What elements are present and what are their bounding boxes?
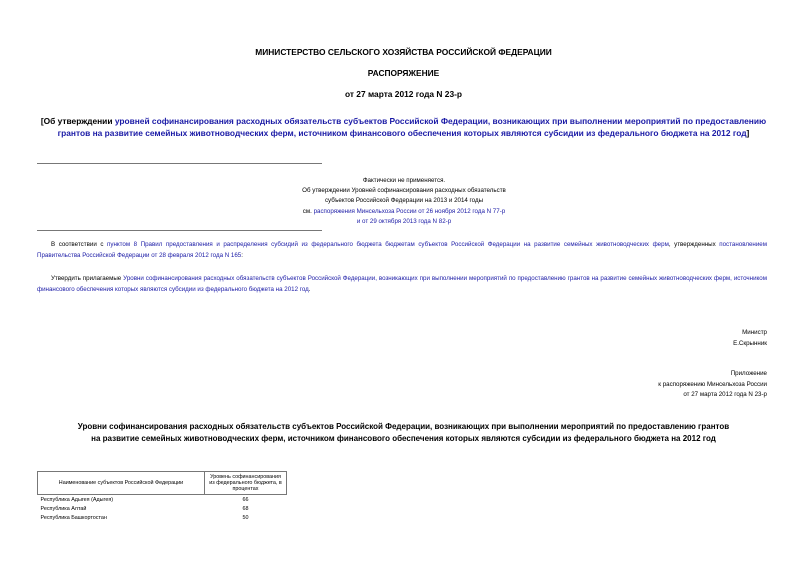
note-line-3: субъектов Российской Федерации на 2013 и 2014 годы xyxy=(324,197,484,205)
table-row xyxy=(38,513,287,522)
separator-bottom xyxy=(37,230,322,231)
table-header-row xyxy=(38,472,287,495)
document-title xyxy=(40,116,767,139)
appendix-reference xyxy=(658,369,767,401)
table-header-name: Наименование субъектов Российской Федерации xyxy=(38,472,205,495)
appendix-heading: Уровни софинансирования расходных обязательств субъектов Российской Федерации, возникающих при выполнении мероприятий по предоставлению грантов на развитие семейных животноводческих ферм, источником финансового обеспечения которых являются субсидии из федерального бюджета на 2012 год xyxy=(77,422,730,443)
note-line-2: Об утверждении Уровней софинансирования расходных обязательств xyxy=(302,187,506,195)
title-close: ] xyxy=(746,127,750,138)
signature-block xyxy=(733,327,767,349)
note-line-4: см. распоряжения Минсельхоза России от 26 ноября 2012 года N 77-р xyxy=(302,207,506,215)
region-name: Республика Башкортостан xyxy=(40,514,107,521)
paragraph-approve: Утвердить прилагаемые Уровни софинансирования расходных обязательств субъектов Российской Федерации, возникающих при выполнении мероприятий по предоставлению грантов на развитие семейных животноводческих ферм, источником финансового обеспечения которых являются субсидии из федерального бюджета на 2012 год. xyxy=(37,275,768,293)
document-type: РАСПОРЯЖЕНИЕ xyxy=(367,68,440,78)
note-line-1: Фактически не применяется. xyxy=(362,177,446,184)
signer-position: Министр xyxy=(742,329,767,336)
cofinancing-table xyxy=(37,471,287,522)
region-value: 50 xyxy=(242,514,249,521)
region-value: 68 xyxy=(242,505,249,512)
note-link-2[interactable]: и от 29 октября 2013 года N 82-р xyxy=(356,217,452,225)
levels-link[interactable]: Уровни софинансирования расходных обязательств субъектов Российской Федерации, возникающих при выполнении мероприятий по предоставлению грантов на развитие семейных животноводческих ферм, источником финансового обеспечения которых являются субсидии из федерального бюджета на 2012 год xyxy=(37,275,768,293)
separator-top xyxy=(37,163,322,164)
ministry-name: МИНИСТЕРСТВО СЕЛЬСКОГО ХОЗЯЙСТВА РОССИЙСКОЙ ФЕДЕРАЦИИ xyxy=(255,47,552,57)
table-row xyxy=(38,495,287,505)
title-link[interactable]: уровней софинансирования расходных обязательств субъектов Российской Федерации, возникающих при выполнении мероприятий по предоставлению грантов на развитие семейных животноводческих ферм, источником финансового обеспечения которых являются субсидии из федерального бюджета на 2012 год xyxy=(57,116,767,138)
table-row xyxy=(38,504,287,513)
paragraph-basis: В соответствии с пунктом 8 Правил предоставления и распределения субсидий из федерального бюджета бюджетам субъектов Российской Федерации на развитие семейных животноводческих ферм, утвержденных постановлением Правительства Российской Федерации от 28 февраля 2012 года N 165: xyxy=(37,241,767,259)
document-date: от 27 марта 2012 года N 23-р xyxy=(344,89,463,99)
region-value: 66 xyxy=(242,496,249,503)
title-open: [Об утверждении xyxy=(40,116,115,126)
note-link-1[interactable]: распоряжения Минсельхоза России от 26 ноября 2012 года N 77-р xyxy=(313,207,506,215)
table-header-value: Уровень софинансирования из федерального бюджета, в процентах xyxy=(205,472,287,495)
appendix-label: Приложение xyxy=(730,370,767,377)
region-name: Республика Алтай xyxy=(40,505,87,512)
decree-link[interactable]: постановлением Правительства Российской Федерации от 28 февраля 2012 года N 165 xyxy=(37,241,767,259)
appendix-to: к распоряжению Минсельхоза России xyxy=(658,380,767,388)
region-name: Республика Адыгея (Адыгея) xyxy=(40,496,114,503)
appendix-date: от 27 марта 2012 года N 23-р xyxy=(683,391,767,398)
applicability-note xyxy=(240,176,568,227)
signer-name: Е.Скрынник xyxy=(733,340,767,347)
rules-link[interactable]: пунктом 8 Правил предоставления и распределения субсидий из федерального бюджета бюджетам субъектов Российской Федерации на развитие семейных животноводческих ферм xyxy=(107,241,669,248)
